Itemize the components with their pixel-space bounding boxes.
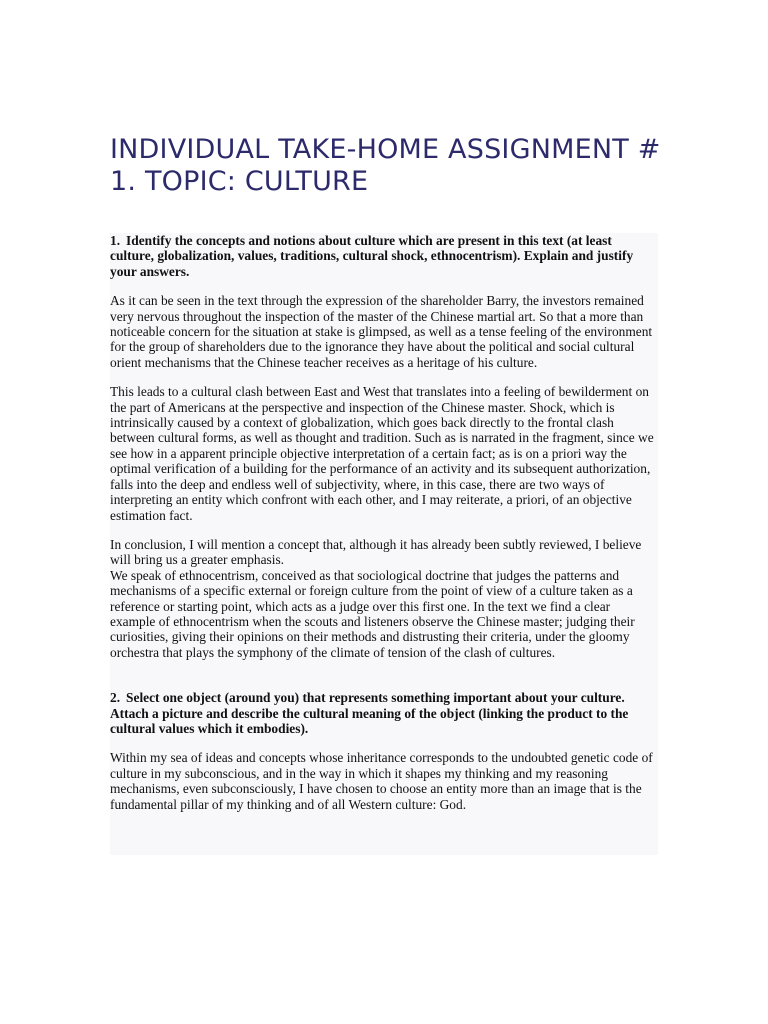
question-1-text: Identify the concepts and notions about culture which are present in this text (at least culture, globalization, values, traditions, cultural shock, ethnocentrism). Explain and justify your answers. <box>110 233 634 279</box>
question-2-text: Select one object (around you) that represents something important about your culture. Attach a picture and describe the cultural meaning of the object (linking the product to the cultural values which it embodies). <box>110 690 629 736</box>
question-2 <box>110 690 658 736</box>
assignment-content <box>110 233 658 855</box>
document-title: INDIVIDUAL TAKE-HOME ASSIGNMENT # 1. TOPIC: CULTURE <box>110 134 661 197</box>
answer-2-paragraph-1: Within my sea of ideas and concepts whose inheritance corresponds to the undoubted genetic code of culture in my subconscious, and in the way in which it shapes my thinking and my reasoning mechanisms, even subconsciously, I have chosen to choose an entity more than an image that is the fundamental pillar of my thinking and of all Western culture: God. <box>110 750 653 812</box>
question-1-number: 1. <box>110 233 121 248</box>
answer-1-paragraph-1: As it can be seen in the text through the expression of the shareholder Barry, the investors remained very nervous throughout the inspection of the master of the Chinese martial art. So that a more than noticeable concern for the situation at stake is glimpsed, as well as a tense feeling of the environment for the group of shareholders due to the ignorance they have about the political and social cultural orient mechanisms that the Chinese teacher receives as a heritage of his culture. <box>110 293 653 370</box>
answer-1-paragraph-4: We speak of ethnocentrism, conceived as that sociological doctrine that judges the patterns and mechanisms of a specific external or foreign culture from the point of view of a culture taken as a reference or starting point, which acts as a judge over this first one. In the text we find a clear example of ethnocentrism when the scouts and listeners observe the Chinese master; judging their curiosities, giving their opinions on their methods and distrusting their criteria, under the gloomy orchestra that plays the symphony of the climate of tension of the clash of cultures. <box>110 567 635 660</box>
question-2-number: 2. <box>110 690 121 706</box>
question-1 <box>110 233 658 279</box>
answer-1-paragraph-3: In conclusion, I will mention a concept that, although it has already been subtly reviewed, I believe will bring us a greater emphasis. <box>110 536 642 568</box>
answer-1-paragraph-2: This leads to a cultural clash between East and West that translates into a feeling of bewilderment on the part of Americans at the perspective and inspection of the Chinese master. Shock, which is intrinsically caused by a context of globalization, which goes back directly to the frontal clash between cultural forms, as well as thought and tradition. Such as is narrated in the fragment, since we see how in a apparent principle objective interpretation of a certain fact; as is on a priori way the optimal verification of a building for the performance of an activity and its subsequent authorization, falls into the deep and endless well of subjectivity, where, in this case, there are two ways of interpreting an entity which confront with each other, and I may reiterate, a priori, of an objective estimation fact. <box>110 384 654 523</box>
